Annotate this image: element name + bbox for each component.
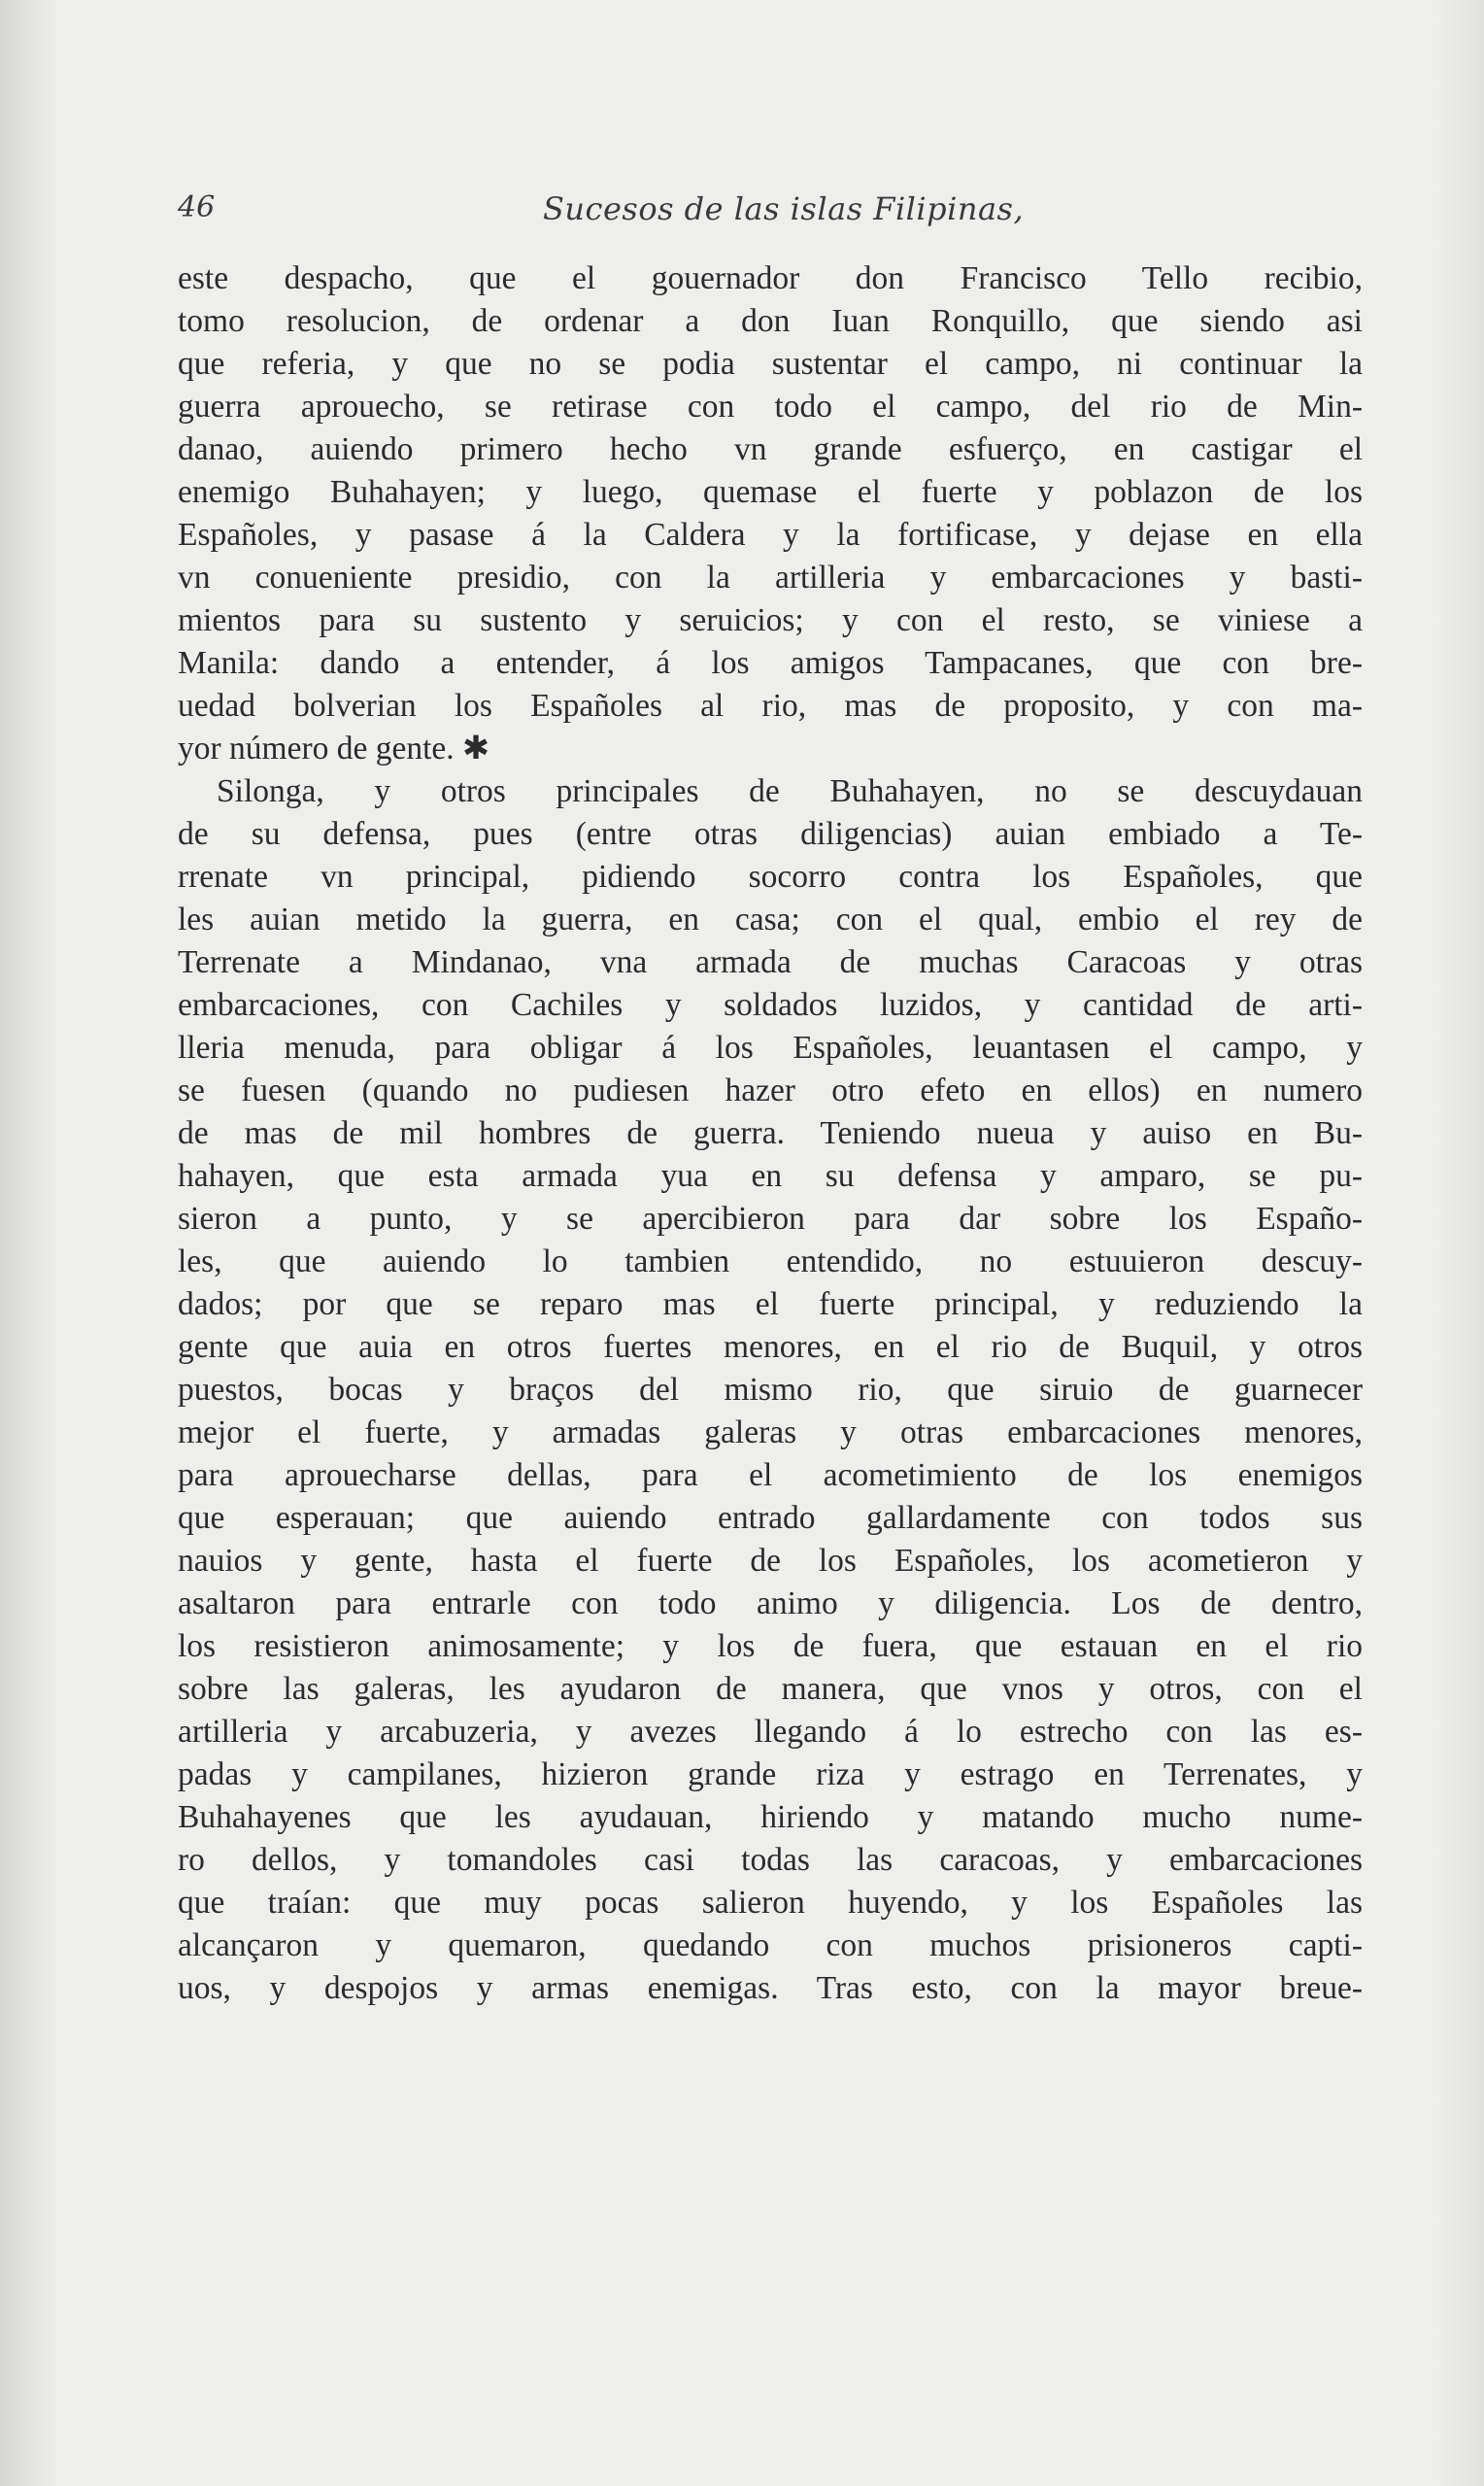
text-line: gente que auia en otros fuertes menores, en el rio de Buquil, y otros	[178, 1329, 1363, 1365]
text-line: los resistieron animosamente; y los de fuera, que estauan en el rio	[178, 1628, 1363, 1664]
text-line: lleria menuda, para obligar á los Españoles, leuantasen el campo, y	[178, 1030, 1363, 1066]
running-title: Sucesos de las islas Filipinas,	[543, 190, 1025, 227]
text-line: que referia, y que no se podia sustentar el campo, ni continuar la	[178, 346, 1363, 382]
text-line: Buhahayenes que les ayudauan, hiriendo y matando mucho nume-	[178, 1799, 1363, 1835]
text-line: uedad bolverian los Españoles al rio, mas de proposito, y con ma-	[178, 688, 1363, 724]
text-line: de su defensa, pues (entre otras diligencias) auian embiado a Te-	[178, 816, 1363, 852]
text-line: mejor el fuerte, y armadas galeras y otras embarcaciones menores,	[178, 1414, 1363, 1450]
text-line: hahayen, que esta armada yua en su defensa y amparo, se pu-	[178, 1158, 1363, 1194]
text-line: les auian metido la guerra, en casa; con el qual, embio el rey de	[178, 902, 1363, 937]
text-line: para aprouecharse dellas, para el acometimiento de los enemigos	[178, 1457, 1363, 1493]
text-line: sobre las galeras, les ayudaron de manera, que vnos y otros, con el	[178, 1671, 1363, 1707]
text-line: les, que auiendo lo tambien entendido, no estuuieron descuy-	[178, 1243, 1363, 1279]
text-line: nauios y gente, hasta el fuerte de los Españoles, los acometieron y	[178, 1543, 1363, 1579]
text-line: dados; por que se reparo mas el fuerte principal, y reduziendo la	[178, 1286, 1363, 1322]
page-header	[178, 190, 1363, 239]
text-line: guerra aprouecho, se retirase con todo el campo, del rio de Min-	[178, 389, 1363, 425]
text-line: alcançaron y quemaron, quedando con muchos prisioneros capti-	[178, 1927, 1363, 1963]
text-line: vn conueniente presidio, con la artilleria y embarcaciones y basti-	[178, 560, 1363, 596]
text-line: ro dellos, y tomandoles casi todas las caracoas, y embarcaciones	[178, 1842, 1363, 1878]
text-line: que traían: que muy pocas salieron huyendo, y los Españoles las	[178, 1885, 1363, 1921]
text-line: Españoles, y pasase á la Caldera y la fortificase, y dejase en ella	[178, 517, 1363, 553]
text-line: sieron a punto, y se apercibieron para dar sobre los Españo-	[178, 1201, 1363, 1237]
text-line: uos, y despojos y armas enemigas. Tras esto, con la mayor breue-	[178, 1970, 1363, 2006]
text-line: Silonga, y otros principales de Buhahayen, no se descuydauan	[217, 773, 1363, 809]
text-line: de mas de mil hombres de guerra. Teniendo nueua y auiso en Bu-	[178, 1115, 1363, 1151]
text-line: mientos para su sustento y seruicios; y con el resto, se viniese a	[178, 602, 1363, 638]
text-line: Manila: dando a entender, á los amigos Tampacanes, que con bre-	[178, 645, 1363, 681]
text-line: este despacho, que el gouernador don Francisco Tello recibio,	[178, 260, 1363, 296]
text-line: enemigo Buhahayen; y luego, quemase el fuerte y poblazon de los	[178, 474, 1363, 510]
body-text	[178, 257, 1363, 2010]
text-line: padas y campilanes, hizieron grande riza y estrago en Terrenates, y	[178, 1756, 1363, 1792]
page-number: 46	[178, 190, 216, 224]
text-line: artilleria y arcabuzeria, y avezes llegando á lo estrecho con las es-	[178, 1714, 1363, 1750]
text-line: danao, auiendo primero hecho vn grande esfuerço, en castigar el	[178, 431, 1363, 467]
text-line: se fuesen (quando no pudiesen hazer otro efeto en ellos) en numero	[178, 1073, 1363, 1108]
text-line: asaltaron para entrarle con todo animo y diligencia. Los de dentro,	[178, 1585, 1363, 1621]
text-line: que esperauan; que auiendo entrado gallardamente con todos sus	[178, 1500, 1363, 1536]
text-line: puestos, bocas y braços del mismo rio, que siruio de guarnecer	[178, 1372, 1363, 1408]
text-line: rrenate vn principal, pidiendo socorro contra los Españoles, que	[178, 859, 1363, 895]
text-line: tomo resolucion, de ordenar a don Iuan Ronquillo, que siendo asi	[178, 303, 1363, 339]
text-line: embarcaciones, con Cachiles y soldados luzidos, y cantidad de arti-	[178, 987, 1363, 1023]
text-line: Terrenate a Mindanao, vna armada de muchas Caracoas y otras	[178, 944, 1363, 980]
text-line: yor número de gente. ✱	[178, 731, 490, 766]
